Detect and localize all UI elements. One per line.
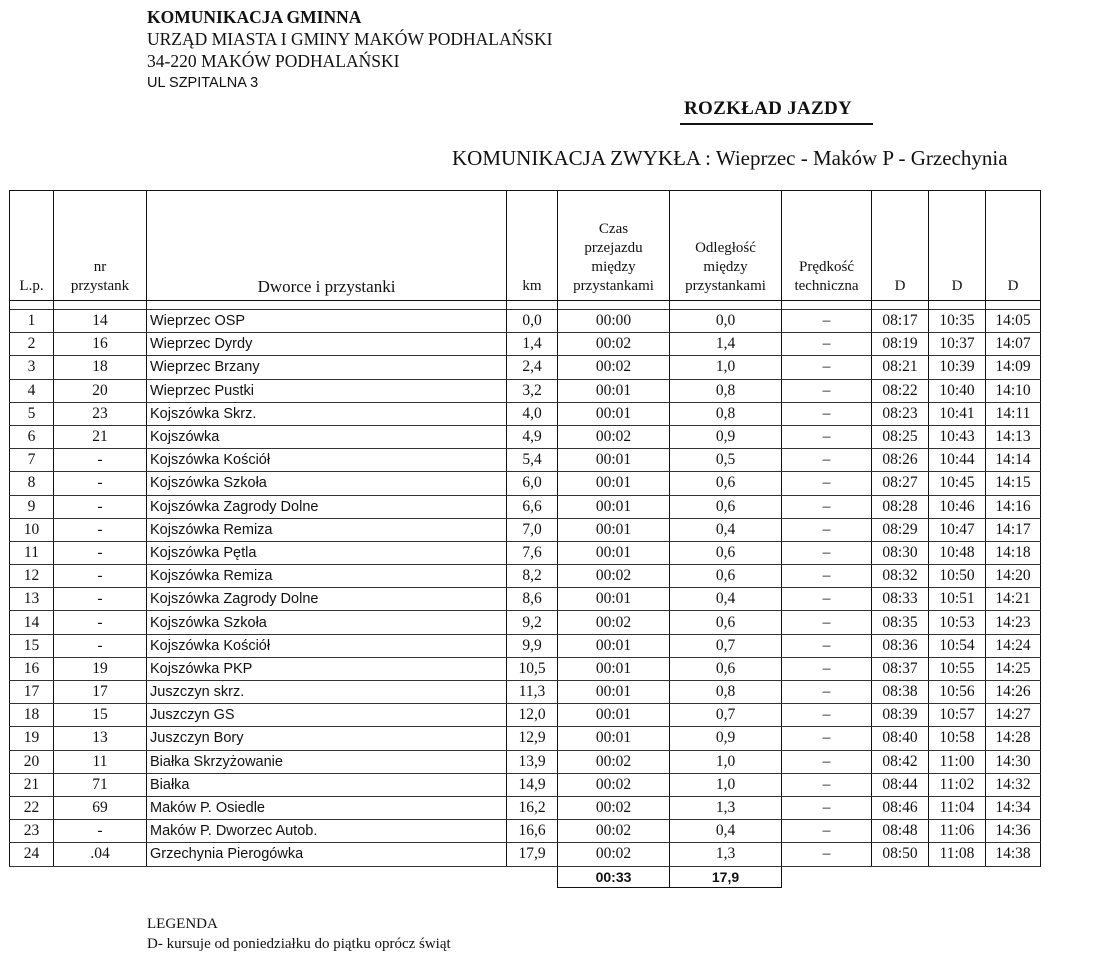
cell-departure-2: 10:56 [929, 681, 986, 704]
cell-station: Kojszówka PKP [147, 657, 507, 680]
cell-distance: 0,7 [670, 634, 782, 657]
cell-travel-time: 00:00 [558, 310, 670, 333]
cell-travel-time: 00:01 [558, 402, 670, 425]
cell-stop-number: - [54, 588, 147, 611]
cell-departure-3: 14:23 [986, 611, 1041, 634]
cell-travel-time: 00:02 [558, 796, 670, 819]
table-row [10, 727, 1041, 750]
cell-stop-number: 69 [54, 796, 147, 819]
cell-stop-number: 15 [54, 704, 147, 727]
col-departure-2: D [929, 191, 986, 301]
cell-lp: 7 [10, 449, 54, 472]
header-row [10, 191, 1041, 301]
cell-km: 7,0 [507, 518, 558, 541]
cell-km: 16,2 [507, 796, 558, 819]
cell-station: Kojszówka Zagrody Dolne [147, 495, 507, 518]
cell-departure-3: 14:05 [986, 310, 1041, 333]
cell-km: 3,2 [507, 379, 558, 402]
cell-km: 14,9 [507, 773, 558, 796]
table-row [10, 634, 1041, 657]
cell-stop-number: - [54, 611, 147, 634]
cell-stop-number: 17 [54, 681, 147, 704]
cell-speed: – [782, 356, 872, 379]
cell-lp: 3 [10, 356, 54, 379]
cell-stop-number: - [54, 449, 147, 472]
cell-speed: – [782, 820, 872, 843]
cell-departure-3: 14:14 [986, 449, 1041, 472]
cell-departure-1: 08:39 [872, 704, 929, 727]
cell-km: 16,6 [507, 820, 558, 843]
table-row [10, 495, 1041, 518]
cell-station: Białka Skrzyżowanie [147, 750, 507, 773]
cell-distance: 0,5 [670, 449, 782, 472]
cell-stop-number: 23 [54, 402, 147, 425]
cell-distance: 1,0 [670, 356, 782, 379]
cell-speed: – [782, 425, 872, 448]
cell-travel-time: 00:02 [558, 843, 670, 866]
cell-station: Kojszówka Kościół [147, 634, 507, 657]
cell-departure-3: 14:18 [986, 541, 1041, 564]
cell-lp: 20 [10, 750, 54, 773]
cell-departure-2: 10:54 [929, 634, 986, 657]
cell-lp: 19 [10, 727, 54, 750]
table-row [10, 843, 1041, 866]
cell-km: 5,4 [507, 449, 558, 472]
cell-departure-2: 11:04 [929, 796, 986, 819]
cell-travel-time: 00:01 [558, 518, 670, 541]
cell-distance: 0,0 [670, 310, 782, 333]
cell-speed: – [782, 750, 872, 773]
timetable [9, 190, 1041, 888]
cell-departure-2: 10:39 [929, 356, 986, 379]
cell-departure-2: 10:46 [929, 495, 986, 518]
cell-lp: 16 [10, 657, 54, 680]
cell-departure-1: 08:33 [872, 588, 929, 611]
document-title: ROZKŁAD JAZDY [684, 98, 853, 119]
table-row [10, 518, 1041, 541]
cell-station: Kojszówka Zagrody Dolne [147, 588, 507, 611]
col-departure-1: D [872, 191, 929, 301]
cell-departure-3: 14:20 [986, 565, 1041, 588]
total-travel-time: 00:33 [558, 866, 670, 887]
col-speed: Prędkość techniczna [782, 191, 872, 301]
cell-departure-2: 10:45 [929, 472, 986, 495]
cell-departure-2: 10:37 [929, 333, 986, 356]
cell-speed: – [782, 611, 872, 634]
cell-departure-3: 14:36 [986, 820, 1041, 843]
cell-km: 13,9 [507, 750, 558, 773]
cell-distance: 1,4 [670, 333, 782, 356]
table-row [10, 773, 1041, 796]
cell-distance: 0,7 [670, 704, 782, 727]
cell-lp: 1 [10, 310, 54, 333]
cell-departure-2: 11:00 [929, 750, 986, 773]
col-km: km [507, 191, 558, 301]
table-row [10, 541, 1041, 564]
cell-station: Kojszówka Pętla [147, 541, 507, 564]
cell-distance: 0,8 [670, 402, 782, 425]
cell-stop-number: - [54, 518, 147, 541]
cell-travel-time: 00:01 [558, 588, 670, 611]
cell-distance: 0,6 [670, 611, 782, 634]
cell-departure-3: 14:28 [986, 727, 1041, 750]
cell-km: 0,0 [507, 310, 558, 333]
cell-departure-3: 14:09 [986, 356, 1041, 379]
cell-stop-number: 18 [54, 356, 147, 379]
cell-station: Wieprzec Pustki [147, 379, 507, 402]
table-row [10, 750, 1041, 773]
cell-speed: – [782, 796, 872, 819]
cell-distance: 0,6 [670, 541, 782, 564]
cell-km: 8,2 [507, 565, 558, 588]
cell-km: 10,5 [507, 657, 558, 680]
issuer-office: URZĄD MIASTA I GMINY MAKÓW PODHALAŃSKI [147, 29, 553, 49]
cell-distance: 0,9 [670, 727, 782, 750]
cell-travel-time: 00:01 [558, 495, 670, 518]
cell-departure-3: 14:15 [986, 472, 1041, 495]
cell-departure-1: 08:30 [872, 541, 929, 564]
cell-travel-time: 00:01 [558, 704, 670, 727]
cell-lp: 15 [10, 634, 54, 657]
cell-speed: – [782, 541, 872, 564]
cell-departure-1: 08:19 [872, 333, 929, 356]
table-row [10, 425, 1041, 448]
cell-stop-number: 16 [54, 333, 147, 356]
cell-lp: 14 [10, 611, 54, 634]
cell-km: 1,4 [507, 333, 558, 356]
cell-departure-1: 08:25 [872, 425, 929, 448]
cell-stop-number: - [54, 541, 147, 564]
cell-km: 9,2 [507, 611, 558, 634]
cell-station: Kojszówka [147, 425, 507, 448]
cell-departure-2: 11:02 [929, 773, 986, 796]
table-row [10, 657, 1041, 680]
cell-stop-number: - [54, 634, 147, 657]
cell-lp: 22 [10, 796, 54, 819]
cell-km: 17,9 [507, 843, 558, 866]
cell-travel-time: 00:02 [558, 750, 670, 773]
cell-distance: 0,9 [670, 425, 782, 448]
cell-departure-2: 10:35 [929, 310, 986, 333]
cell-departure-3: 14:21 [986, 588, 1041, 611]
cell-speed: – [782, 588, 872, 611]
cell-departure-3: 14:34 [986, 796, 1041, 819]
table-row [10, 449, 1041, 472]
cell-distance: 0,6 [670, 657, 782, 680]
cell-km: 4,0 [507, 402, 558, 425]
col-distance: Odległość między przystankami [670, 191, 782, 301]
cell-lp: 18 [10, 704, 54, 727]
cell-lp: 11 [10, 541, 54, 564]
spacer-row [10, 301, 1041, 310]
cell-travel-time: 00:02 [558, 820, 670, 843]
cell-distance: 0,6 [670, 472, 782, 495]
cell-distance: 0,8 [670, 379, 782, 402]
cell-travel-time: 00:02 [558, 611, 670, 634]
table-row [10, 310, 1041, 333]
cell-km: 8,6 [507, 588, 558, 611]
cell-distance: 1,0 [670, 750, 782, 773]
cell-distance: 0,6 [670, 495, 782, 518]
cell-departure-1: 08:38 [872, 681, 929, 704]
route-title: KOMUNIKACJA ZWYKŁA : Wieprzec - Maków P - Grzechynia [452, 146, 1008, 170]
cell-km: 6,6 [507, 495, 558, 518]
table-row [10, 704, 1041, 727]
cell-station: Białka [147, 773, 507, 796]
cell-departure-2: 10:53 [929, 611, 986, 634]
cell-km: 7,6 [507, 541, 558, 564]
cell-departure-1: 08:48 [872, 820, 929, 843]
cell-stop-number: 11 [54, 750, 147, 773]
cell-travel-time: 00:02 [558, 773, 670, 796]
cell-speed: – [782, 704, 872, 727]
cell-distance: 0,6 [670, 565, 782, 588]
cell-departure-3: 14:38 [986, 843, 1041, 866]
col-lp: L.p. [10, 191, 54, 301]
cell-station: Kojszówka Szkoła [147, 611, 507, 634]
cell-departure-1: 08:26 [872, 449, 929, 472]
cell-travel-time: 00:01 [558, 472, 670, 495]
table-row [10, 820, 1041, 843]
cell-stop-number: 14 [54, 310, 147, 333]
cell-stop-number: 21 [54, 425, 147, 448]
cell-speed: – [782, 773, 872, 796]
cell-lp: 12 [10, 565, 54, 588]
cell-departure-2: 10:44 [929, 449, 986, 472]
cell-speed: – [782, 333, 872, 356]
cell-departure-1: 08:32 [872, 565, 929, 588]
cell-stop-number: 19 [54, 657, 147, 680]
cell-km: 9,9 [507, 634, 558, 657]
cell-departure-2: 10:55 [929, 657, 986, 680]
cell-km: 6,0 [507, 472, 558, 495]
cell-departure-1: 08:29 [872, 518, 929, 541]
cell-departure-2: 10:51 [929, 588, 986, 611]
cell-speed: – [782, 310, 872, 333]
cell-speed: – [782, 565, 872, 588]
issuer-name: KOMUNIKACJA GMINNA [147, 7, 362, 27]
cell-travel-time: 00:02 [558, 356, 670, 379]
cell-stop-number: - [54, 565, 147, 588]
table-row [10, 402, 1041, 425]
cell-distance: 1,3 [670, 843, 782, 866]
col-travel-time: Czas przejazdu między przystankami [558, 191, 670, 301]
cell-km: 12,9 [507, 727, 558, 750]
title-underline [680, 123, 873, 125]
cell-stop-number: 71 [54, 773, 147, 796]
cell-departure-3: 14:17 [986, 518, 1041, 541]
cell-stop-number: 13 [54, 727, 147, 750]
cell-travel-time: 00:01 [558, 379, 670, 402]
table-row [10, 356, 1041, 379]
cell-km: 11,3 [507, 681, 558, 704]
cell-station: Kojszówka Remiza [147, 565, 507, 588]
cell-lp: 8 [10, 472, 54, 495]
cell-departure-3: 14:26 [986, 681, 1041, 704]
col-stop-number: nr przystank [54, 191, 147, 301]
cell-station: Juszczyn Bory [147, 727, 507, 750]
cell-speed: – [782, 402, 872, 425]
cell-travel-time: 00:01 [558, 727, 670, 750]
cell-lp: 9 [10, 495, 54, 518]
cell-stop-number: - [54, 495, 147, 518]
issuer-postal: 34-220 MAKÓW PODHALAŃSKI [147, 51, 400, 71]
cell-departure-3: 14:30 [986, 750, 1041, 773]
cell-lp: 24 [10, 843, 54, 866]
cell-travel-time: 00:01 [558, 449, 670, 472]
table-row [10, 611, 1041, 634]
cell-km: 4,9 [507, 425, 558, 448]
col-departure-3: D [986, 191, 1041, 301]
cell-station: Kojszówka Remiza [147, 518, 507, 541]
cell-lp: 21 [10, 773, 54, 796]
cell-speed: – [782, 727, 872, 750]
cell-departure-2: 10:48 [929, 541, 986, 564]
cell-station: Juszczyn GS [147, 704, 507, 727]
cell-speed: – [782, 472, 872, 495]
cell-distance: 0,4 [670, 820, 782, 843]
table-row [10, 796, 1041, 819]
cell-distance: 0,4 [670, 518, 782, 541]
cell-departure-1: 08:50 [872, 843, 929, 866]
cell-departure-2: 11:08 [929, 843, 986, 866]
cell-departure-2: 10:47 [929, 518, 986, 541]
cell-travel-time: 00:01 [558, 634, 670, 657]
cell-departure-1: 08:40 [872, 727, 929, 750]
cell-station: Wieprzec Brzany [147, 356, 507, 379]
table-row [10, 588, 1041, 611]
issuer-street: UL SZPITALNA 3 [147, 75, 259, 91]
cell-travel-time: 00:02 [558, 333, 670, 356]
table-row [10, 472, 1041, 495]
legend-title: LEGENDA [147, 916, 218, 932]
cell-distance: 0,4 [670, 588, 782, 611]
cell-lp: 10 [10, 518, 54, 541]
cell-departure-3: 14:25 [986, 657, 1041, 680]
cell-lp: 4 [10, 379, 54, 402]
cell-travel-time: 00:02 [558, 425, 670, 448]
cell-distance: 0,8 [670, 681, 782, 704]
cell-departure-3: 14:13 [986, 425, 1041, 448]
cell-km: 2,4 [507, 356, 558, 379]
cell-stop-number: - [54, 820, 147, 843]
legend-entry-d: D- kursuje od poniedziałku do piątku oprócz świąt [147, 936, 451, 952]
cell-departure-1: 08:36 [872, 634, 929, 657]
cell-station: Juszczyn skrz. [147, 681, 507, 704]
cell-station: Kojszówka Kościół [147, 449, 507, 472]
cell-departure-2: 11:06 [929, 820, 986, 843]
cell-departure-2: 10:40 [929, 379, 986, 402]
timetable-body [10, 301, 1041, 867]
cell-departure-1: 08:28 [872, 495, 929, 518]
issuer-header [147, 6, 552, 94]
cell-lp: 2 [10, 333, 54, 356]
cell-departure-3: 14:07 [986, 333, 1041, 356]
cell-distance: 1,0 [670, 773, 782, 796]
cell-departure-2: 10:41 [929, 402, 986, 425]
cell-stop-number: 20 [54, 379, 147, 402]
cell-departure-1: 08:17 [872, 310, 929, 333]
totals-row [10, 866, 1041, 887]
cell-station: Kojszówka Szkoła [147, 472, 507, 495]
cell-speed: – [782, 843, 872, 866]
cell-speed: – [782, 495, 872, 518]
cell-stop-number: - [54, 472, 147, 495]
cell-departure-1: 08:35 [872, 611, 929, 634]
cell-departure-3: 14:27 [986, 704, 1041, 727]
cell-travel-time: 00:02 [558, 565, 670, 588]
cell-station: Grzechynia Pierogówka [147, 843, 507, 866]
cell-station: Kojszówka Skrz. [147, 402, 507, 425]
cell-lp: 17 [10, 681, 54, 704]
cell-distance: 1,3 [670, 796, 782, 819]
cell-speed: – [782, 657, 872, 680]
cell-speed: – [782, 681, 872, 704]
table-row [10, 565, 1041, 588]
cell-departure-3: 14:24 [986, 634, 1041, 657]
cell-station: Wieprzec Dyrdy [147, 333, 507, 356]
table-row [10, 333, 1041, 356]
cell-departure-1: 08:27 [872, 472, 929, 495]
cell-km: 12,0 [507, 704, 558, 727]
cell-departure-3: 14:32 [986, 773, 1041, 796]
col-station: Dworce i przystanki [147, 191, 507, 301]
cell-speed: – [782, 449, 872, 472]
cell-lp: 23 [10, 820, 54, 843]
cell-speed: – [782, 379, 872, 402]
cell-lp: 13 [10, 588, 54, 611]
cell-lp: 5 [10, 402, 54, 425]
cell-speed: – [782, 634, 872, 657]
cell-station: Maków P. Osiedle [147, 796, 507, 819]
cell-station: Wieprzec OSP [147, 310, 507, 333]
cell-departure-2: 10:50 [929, 565, 986, 588]
cell-departure-3: 14:10 [986, 379, 1041, 402]
cell-departure-2: 10:43 [929, 425, 986, 448]
cell-departure-1: 08:21 [872, 356, 929, 379]
total-distance: 17,9 [670, 866, 782, 887]
cell-departure-1: 08:44 [872, 773, 929, 796]
cell-stop-number: .04 [54, 843, 147, 866]
table-row [10, 681, 1041, 704]
cell-travel-time: 00:01 [558, 657, 670, 680]
cell-departure-3: 14:16 [986, 495, 1041, 518]
cell-departure-2: 10:57 [929, 704, 986, 727]
cell-departure-1: 08:22 [872, 379, 929, 402]
cell-station: Maków P. Dworzec Autob. [147, 820, 507, 843]
cell-speed: – [782, 518, 872, 541]
cell-departure-1: 08:46 [872, 796, 929, 819]
cell-travel-time: 00:01 [558, 541, 670, 564]
cell-departure-2: 10:58 [929, 727, 986, 750]
legend [147, 914, 451, 954]
cell-departure-1: 08:37 [872, 657, 929, 680]
cell-travel-time: 00:01 [558, 681, 670, 704]
cell-departure-1: 08:23 [872, 402, 929, 425]
cell-departure-3: 14:11 [986, 402, 1041, 425]
cell-departure-1: 08:42 [872, 750, 929, 773]
cell-lp: 6 [10, 425, 54, 448]
table-row [10, 379, 1041, 402]
